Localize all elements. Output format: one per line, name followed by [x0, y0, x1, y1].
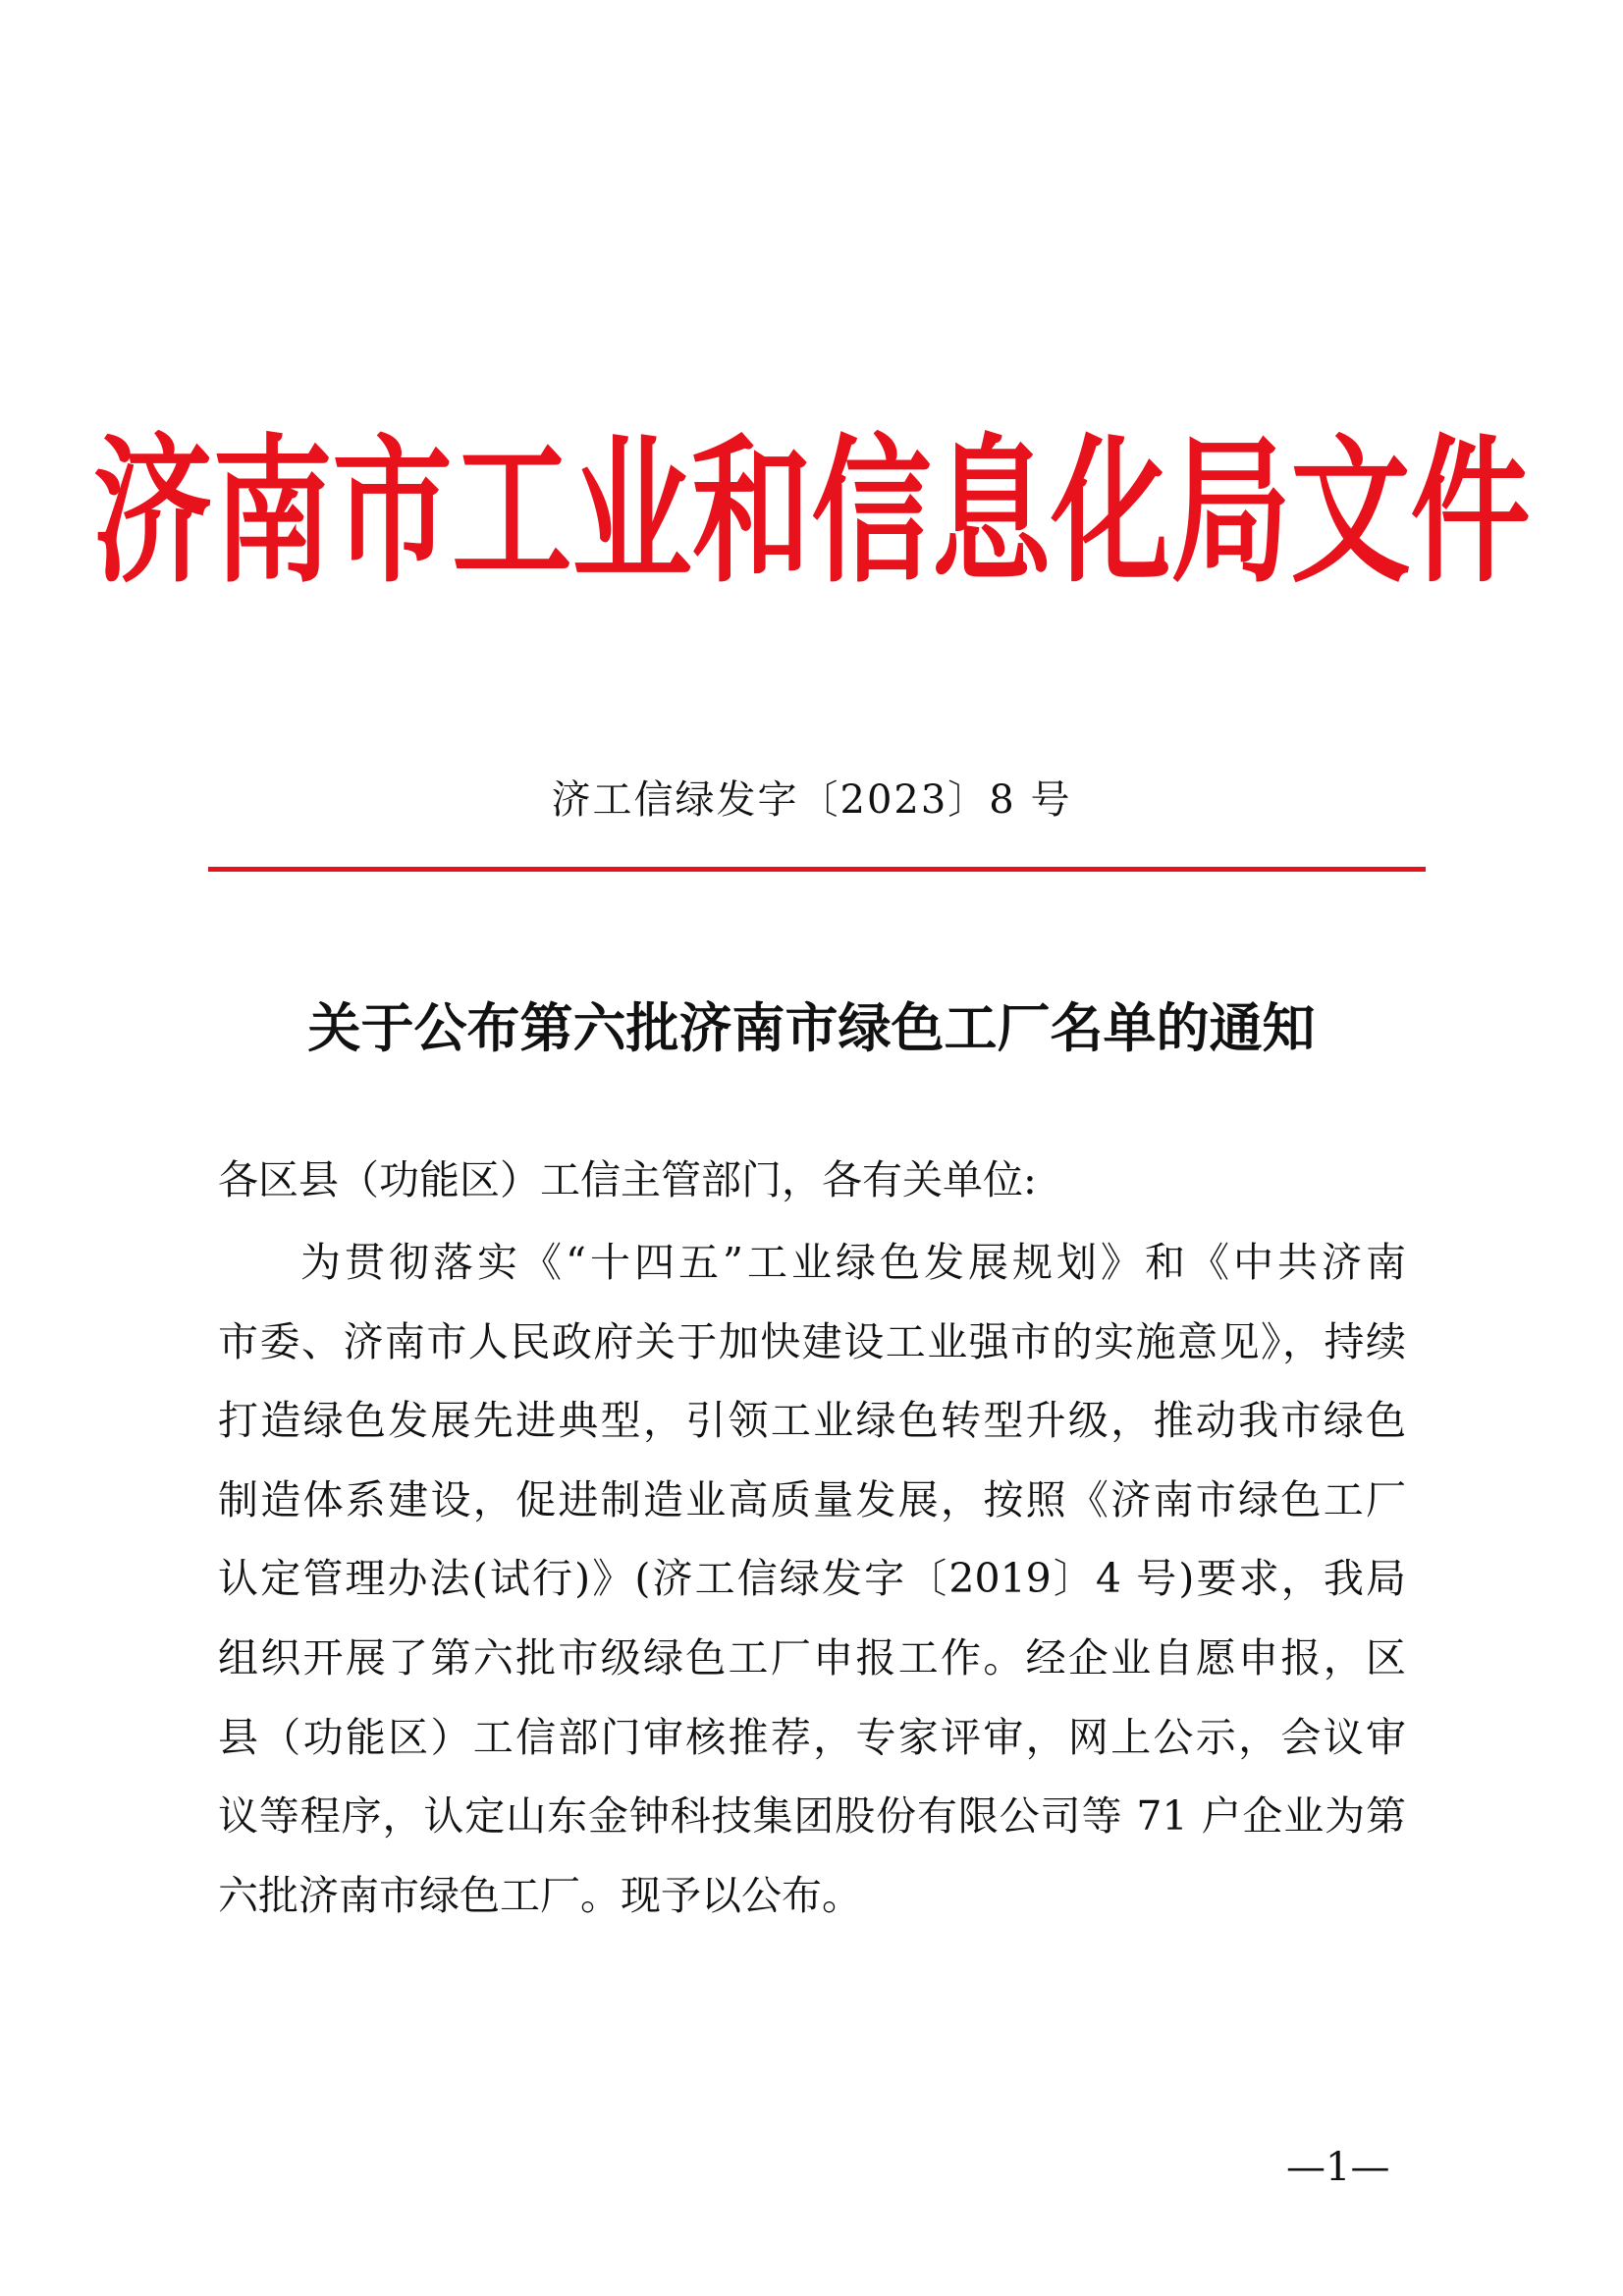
body-line: 组织开展了第六批市级绿色工厂申报工作。经企业自愿申报，区 [218, 1633, 1406, 1682]
body-line: 制造体系建设，促进制造业高质量发展，按照《济南市绿色工厂 [218, 1475, 1406, 1523]
salutation: 各区县（功能区）工信主管部门，各有关单位: [218, 1156, 1037, 1203]
body-line: 议等程序，认定山东金钟科技集团股份有限公司等 71 户企业为第 [218, 1792, 1406, 1841]
body-line: 认定管理办法(试行)》(济工信绿发字〔2019〕4 号)要求，我局 [218, 1555, 1406, 1603]
body-line: 市委、济南市人民政府关于加快建设工业强市的实施意见》，持续 [218, 1317, 1406, 1365]
body-line: 六批济南市绿色工厂。现予以公布。 [218, 1871, 862, 1919]
body-line: 为贯彻落实《“十四五”工业绿色发展规划》和《中共济南 [300, 1239, 1406, 1286]
notice-title: 关于公布第六批济南市绿色工厂名单的通知 [307, 996, 1316, 1059]
notice-body [218, 1223, 1406, 1935]
body-line: 县（功能区）工信部门审核推荐，专家评审，网上公示，会议审 [218, 1713, 1406, 1761]
header-divider-rule [208, 867, 1426, 872]
page-number: —1— [1286, 2145, 1390, 2190]
body-line: 打造绿色发展先进典型，引领工业绿色转型升级，推动我市绿色 [218, 1397, 1406, 1445]
document-header-title: 济南市工业和信息化局文件 [92, 417, 1531, 605]
document-number: 济工信绿发字〔2023〕8 号 [551, 777, 1072, 823]
